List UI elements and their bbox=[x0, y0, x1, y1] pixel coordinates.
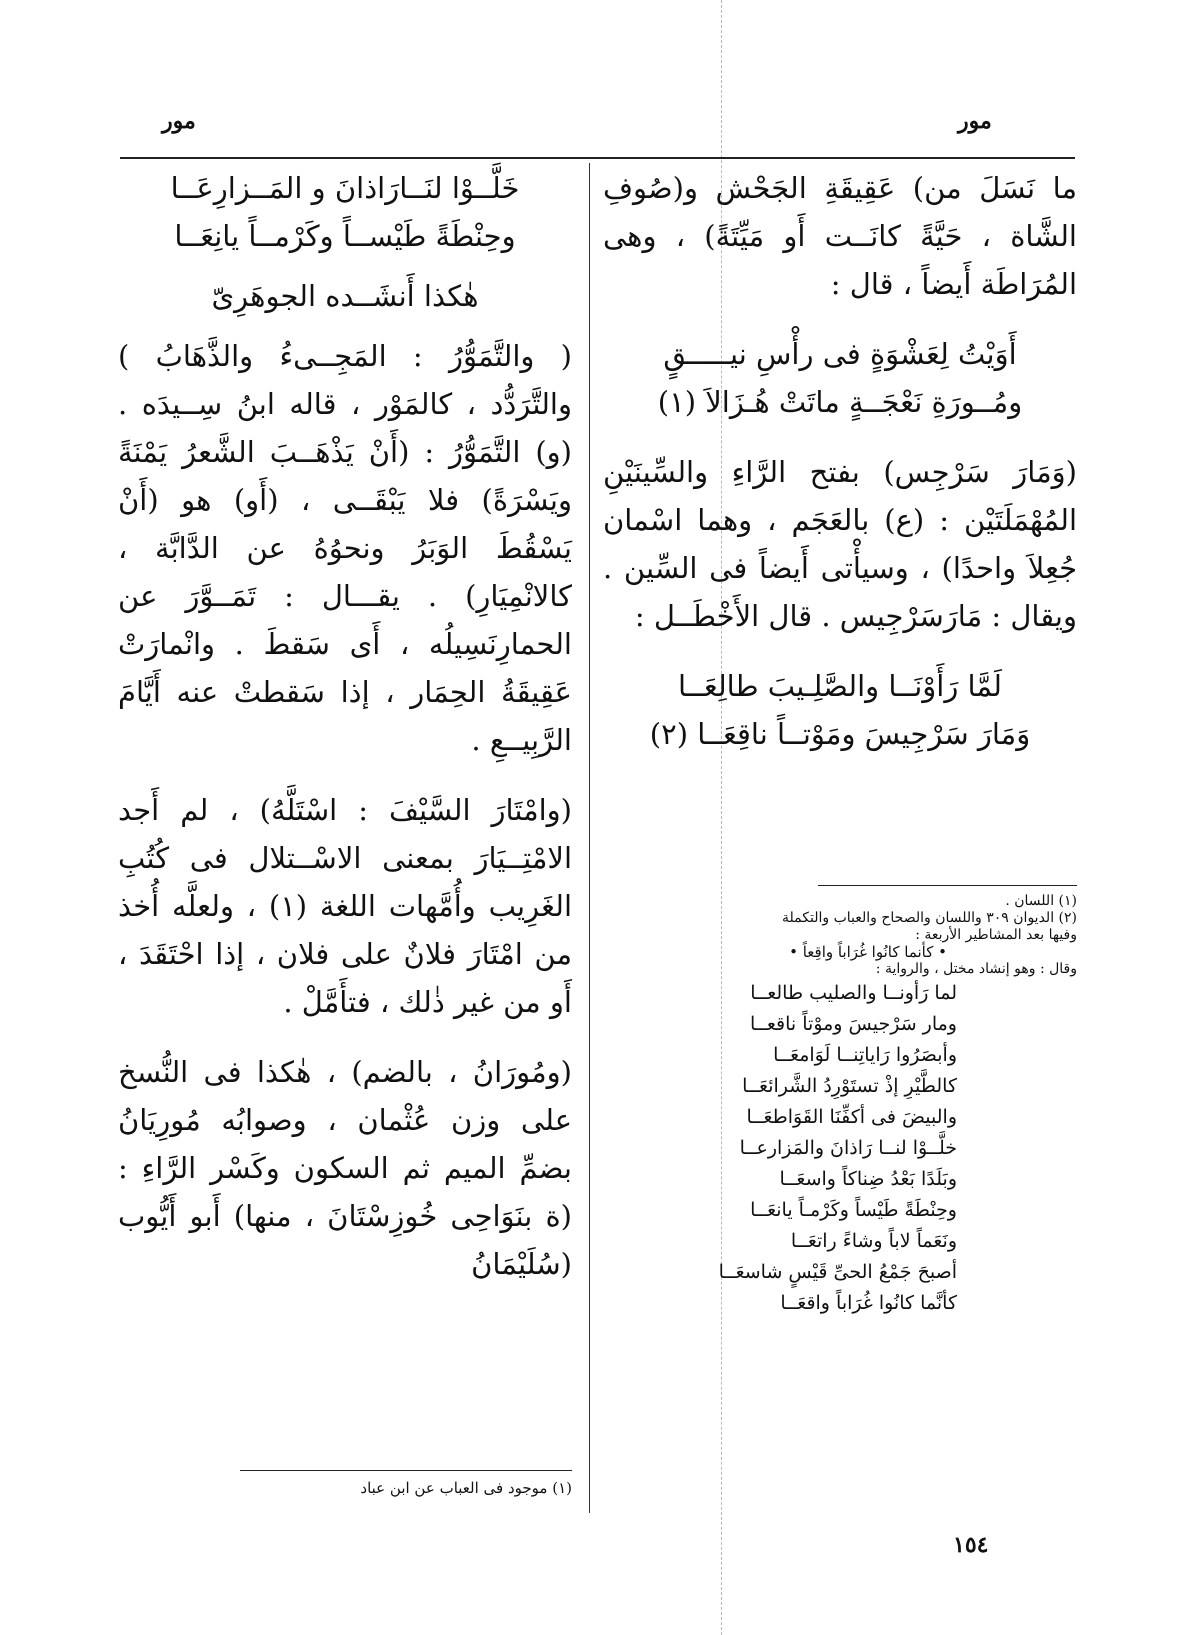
quote-note: هٰكذا أَنشَــده الجوهَرِىّ bbox=[211, 279, 479, 313]
footnote-verse: وحِنْطَةً طَيْساً وكَرْمـاً يانعَــا bbox=[750, 1199, 957, 1221]
footnote-rule-right bbox=[818, 885, 1077, 886]
right-para-2: (وَمَارَ سَرْجِس) بفتح الرَّاءِ والسِّينَيْنِ المُهْمَلَتَيْن : (ع) بالعَجَم ، وهما اسْمان جُعِلاَ واحدًا) ، وسيأْتى أَيضاً فى السِّين . ويقال : مَارَسَرْجِيس . قال الأَخْطَــل : bbox=[603, 455, 1077, 633]
right-footnotes bbox=[640, 893, 1077, 1319]
page-number: ١٥٤ bbox=[953, 1532, 989, 1558]
right-para-1: ما نَسَلَ من) عَقِيقَةِ الجَحْش و(صُوفِ الشَّاة ، حَيَّةً كانَــت أَو مَيِّتَةً) ، وهى المُرَاطَة أَيضاً ، قال : bbox=[603, 171, 1077, 301]
footnote-line: (١) موجود فى العباب عن ابن عباد bbox=[360, 1479, 572, 1497]
left-footnotes bbox=[240, 1480, 572, 1497]
footnote-verse: كأنَّما كانُوا غُرَاباً واقعَــا bbox=[780, 1292, 957, 1314]
footnote-rule-left bbox=[240, 1470, 572, 1471]
right-column bbox=[603, 164, 1077, 758]
verse-line: ومُــورَةِ نَعْجَــةٍ ماتَتْ هُـزَالاَ (١) bbox=[657, 385, 1023, 419]
left-column bbox=[118, 164, 572, 1288]
header-word-right: مور bbox=[958, 108, 992, 134]
footnote-verse: خلَّــوْا لنــا رَاذانَ والمَزارعــا bbox=[739, 1137, 957, 1159]
header-word-left: مور bbox=[162, 108, 196, 134]
footnote-verse: ومار سَرْجيسَ وموْتاً ناقعــا bbox=[749, 1013, 957, 1035]
footnote-verse: وأبصَرُوا رَاياتِنــا لَوَامعَــا bbox=[773, 1044, 957, 1066]
footnote-verse: كالطَّيْرِ إذْ تستَوْرِدُ الشَّرائعَــا bbox=[742, 1075, 957, 1097]
column-divider bbox=[589, 163, 590, 1513]
footnote-line: (١) اللسان . bbox=[1005, 893, 1077, 909]
footnote-line: وفيها بعد المشاطير الأربعة : bbox=[915, 927, 1077, 943]
verse-line: خَلَّــوْا لنَــارَاذانَ و المَــزارِعَــا bbox=[170, 171, 520, 205]
footnote-verse: وبَلَدًا بَعْدُ ضِناكاً واسعَــا bbox=[779, 1168, 957, 1190]
left-para-1: ( والتَّمَوُّرُ : المَجِــىءُ والذَّهَابُ ) والتَّرَدُّد ، كالمَوْر ، قاله ابنُ سِــيدَه . (و) التَّمَوُّرُ : (أَنْ يَذْهَــبَ الشَّعرُ يَمْنَةً ويَسْرَةً) فلا يَبْقَــى ، (أَو) هو (أَنْ يَسْقُطَ الوَبَرُ ونحوُهُ عن الدَّابَّة ، كالانْمِيَارِ) . يقـــال : تَمَــوَّرَ عن الحمارِنَسِيلُه ، أَى سَقطَ . وانْمارَتْ عَقِيقَةُ الحِمَار ، إذا سَقطتْ عنه أَيَّامَ الرَّبِيــعِ . bbox=[118, 339, 572, 757]
footnote-verse: ونَعَماً لاباً وشاءً راتعَــا bbox=[790, 1230, 957, 1252]
footnote-verse: والبيضَ فى أكفِّنَا القَوَاطعَــا bbox=[746, 1106, 957, 1128]
left-para-2: (وامْتَارَ السَّيْفَ : اسْتَلَّهُ) ، لم أَجد الامْتِــيَارَ بمعنى الاسْــتلال فى كُتُبِ الغَرِيب وأُمَّهات اللغة (١) ، ولعلَّه أُخذ من امْتَارَ فلانٌ على فلان ، إذا احْتَقَدَ ، أَو من غير ذٰلك ، فتأَمَّلْ . bbox=[118, 793, 572, 1019]
verse-line: لَمَّا رَأَوْنَــا والصَّلِـيبَ طالِعَــا bbox=[678, 669, 1002, 703]
footnote-line: وقال : وهو إنشاد مختل ، والرواية : bbox=[875, 961, 1077, 977]
footnote-verse: لما رَأونــا والصليب طالعــا bbox=[750, 982, 957, 1004]
footnote-line: (٢) الديوان ٣٠٩ واللسان والصحاح والعباب والتكملة bbox=[782, 910, 1077, 926]
footnote-verse: أصبحَ جَمْعُ الحىِّ قَيْسٍ شاسعَــا bbox=[718, 1261, 957, 1283]
verse-line: وَمَارَ سَرْجِيسَ ومَوْتــاً ناقِعَــا (٢) bbox=[649, 717, 1031, 751]
verse-line: وحِنْطَةً طَيْســاً وكَرْمــاً يانِعَــا bbox=[174, 219, 516, 253]
header-rule bbox=[120, 157, 1075, 159]
left-para-3: (ومُورَانُ ، بالضم) ، هٰكذا فى النُّسخ على وزن عُثْمان ، وصوابُه مُورِيَانُ بضمِّ الميم ثم السكون وكَسْر الرَّاءِ : (ة بنَوَاحِى خُوزِسْتَانَ ، منها) أَبو أَيُّوب (سُلَيْمَانُ bbox=[118, 1055, 572, 1281]
verse-line: أَوَيْتُ لِعَشْوَةٍ فى رأْسِ نيـــــقٍ bbox=[663, 337, 1017, 371]
footnote-line: • كأنما كانُوا غُرَاباً واقِعاً • bbox=[789, 943, 947, 961]
